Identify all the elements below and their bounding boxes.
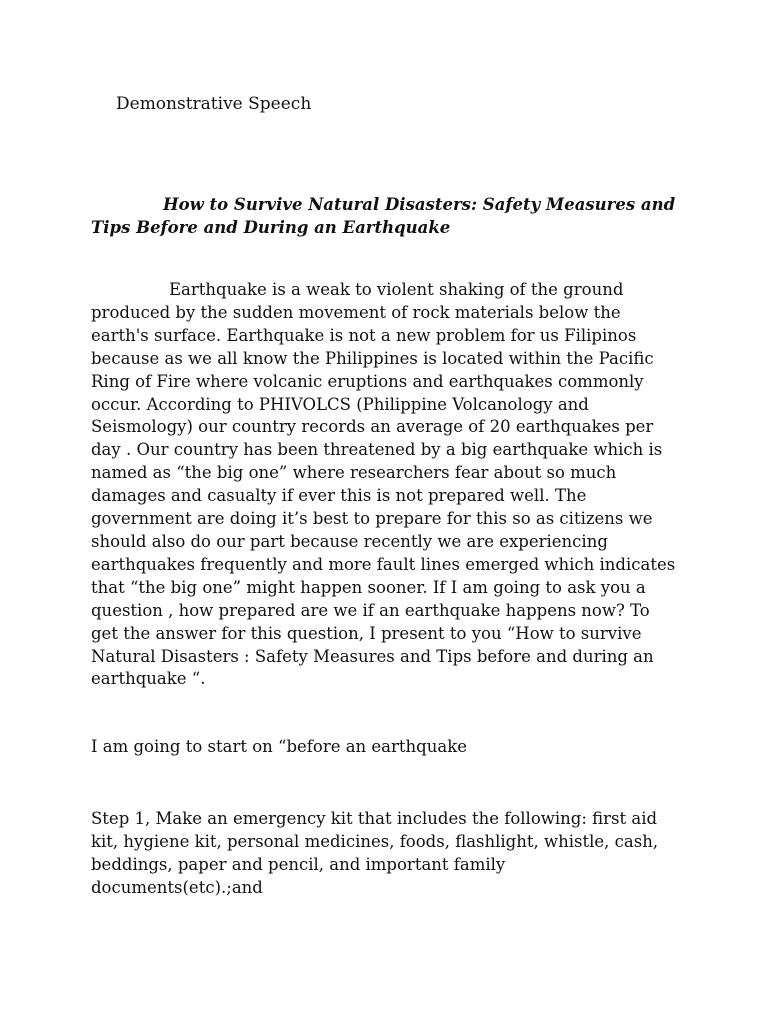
introduction-paragraph: Earthquake is a weak to violent shaking of the ground produced by the sudden movement of rock materials below the earth's surface. Earthquake is not a new problem for us Filipinos because as we all know the Philippines is located within the Pacific Ring of Fire where volcanic eruptions and earthquakes commonly occur. According to PHIVOLCS (Philippine Volcanology and Seismology) our country records an average of 20 earthquakes per day . Our country has been threatened by a big earthquake which is named as “the big one” where researchers fear about so much damages and casualty if ever this is not prepared well. The government are doing it’s best to prepare for this so as citizens we should also do our part because recently we are experiencing earthquakes frequently and more fault lines emerged which indicates that “the big one” might happen sooner. If I am going to ask you a question , how prepared are we if an earthquake happens now? To get the answer for this question, I present to you “How to survive Natural Disasters : Safety Measures and Tips before and during an earthquake “. (91, 280, 676, 689)
document-label: Demonstrative Speech (116, 94, 312, 114)
section-intro-line: I am going to start on “before an earthquake (91, 737, 467, 756)
speech-title: How to Survive Natural Disasters: Safety Measures and Tips Before and During an Earthquake (91, 195, 676, 237)
step-1-paragraph: Step 1, Make an emergency kit that includes the following: first aid kit, hygiene kit, personal medicines, foods, flashlight, whistle, cash, beddings, paper and pencil, and important family documents(etc).;and (91, 809, 659, 897)
